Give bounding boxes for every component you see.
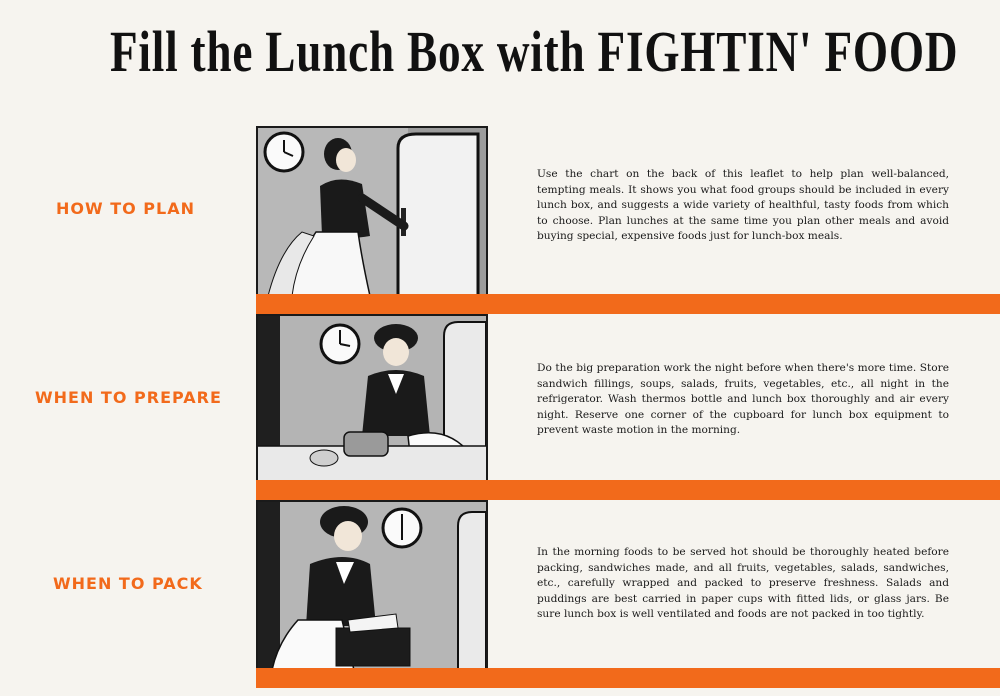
woman-preparing-bread-illustration xyxy=(256,314,488,482)
orange-divider-band xyxy=(256,480,1000,500)
orange-divider-band xyxy=(256,668,1000,688)
section-text-how-to-plan: Use the chart on the back of this leaflet to help plan well-balanced, tempting meals. It shows you what food groups should be included in every lunch box, and suggests a wide variety of healthful, tasty foods from which to choose. Plan lunches at the same time you plan other meals and avoid buying special, expensive foods just for lunch-box meals. xyxy=(537,168,949,242)
wall-clock-icon xyxy=(321,325,359,363)
section-text-when-to-prepare: Do the big preparation work the night before when there's more time. Store sandwich fillings, soups, salads, fruits, vegetables, etc., all night in the refrigerator. Wash thermos bottle and lunch box thoroughly and air every night. Reserve one corner of the cupboard for lunch box equipment to prevent waste motion in the morning. xyxy=(537,362,949,436)
section-label-when-to-pack: WHEN TO PACK xyxy=(53,574,203,593)
orange-divider-band xyxy=(256,294,1000,314)
section-text-when-to-pack: In the morning foods to be served hot should be thoroughly heated before packing, sandwiches made, and all fruits, vegetables, salads, sandwiches, etc., carefully wrapped and packed to preserve freshness. Salads and puddings are best carried in paper cups with fitted lids, or glass jars. Be sure lunch box is well ventilated and foods are not packed in too tightly. xyxy=(537,546,949,620)
page-title: Fill the Lunch Box with FIGHTIN' FOOD xyxy=(110,19,959,84)
section-label-when-to-prepare: WHEN TO PREPARE xyxy=(35,388,222,407)
wall-clock-icon xyxy=(383,509,421,547)
section-label-how-to-plan: HOW TO PLAN xyxy=(56,199,195,218)
woman-packing-lunch-box-illustration xyxy=(256,500,488,672)
woman-opening-refrigerator-illustration xyxy=(256,126,488,298)
wall-clock-icon xyxy=(265,133,303,171)
